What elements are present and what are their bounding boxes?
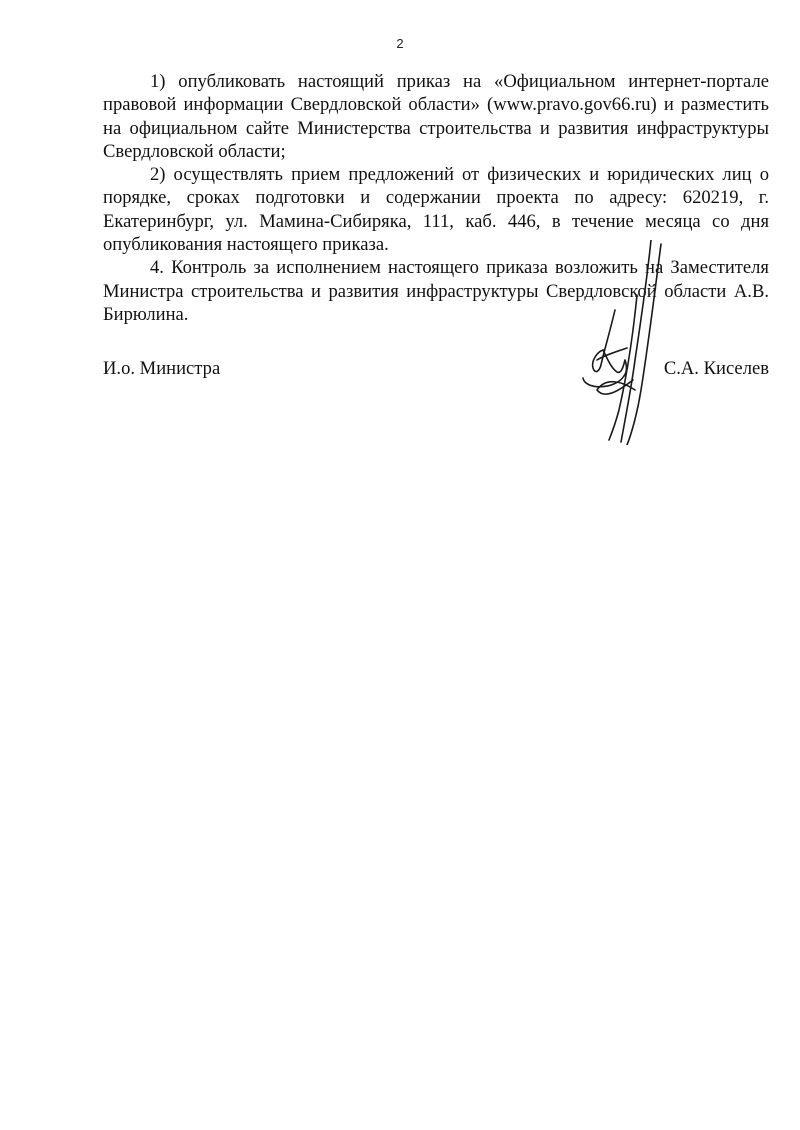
paragraph-control: 4. Контроль за исполнением настоящего приказа возложить на Заместителя Министра строительства и развития инфраструктуры Свердловской области А.В. Бирюлина.	[103, 257, 769, 325]
signatory-title: И.о. Министра	[103, 358, 221, 379]
page-number: 2	[396, 36, 404, 51]
signatory-name: С.А. Киселев	[663, 358, 769, 379]
paragraph-publish: 1) опубликовать настоящий приказ на «Официальном интернет-портале правовой информации Свердловской области» (www.pravo.gov66.ru) и разместить на официальном сайте Министерства строительства и развития инфраструктуры Свердловской области;	[103, 71, 769, 162]
paragraph-proposals: 2) осуществлять прием предложений от физических и юридических лиц о порядке, сроках подготовки и содержании проекта по адресу: 620219, г. Екатеринбург, ул. Мамина-Сибиряка, 111, каб. 446, в течение месяца со дня опубликования настоящего приказа.	[103, 164, 769, 256]
handwritten-signature	[575, 240, 675, 445]
signature-row	[103, 357, 769, 381]
